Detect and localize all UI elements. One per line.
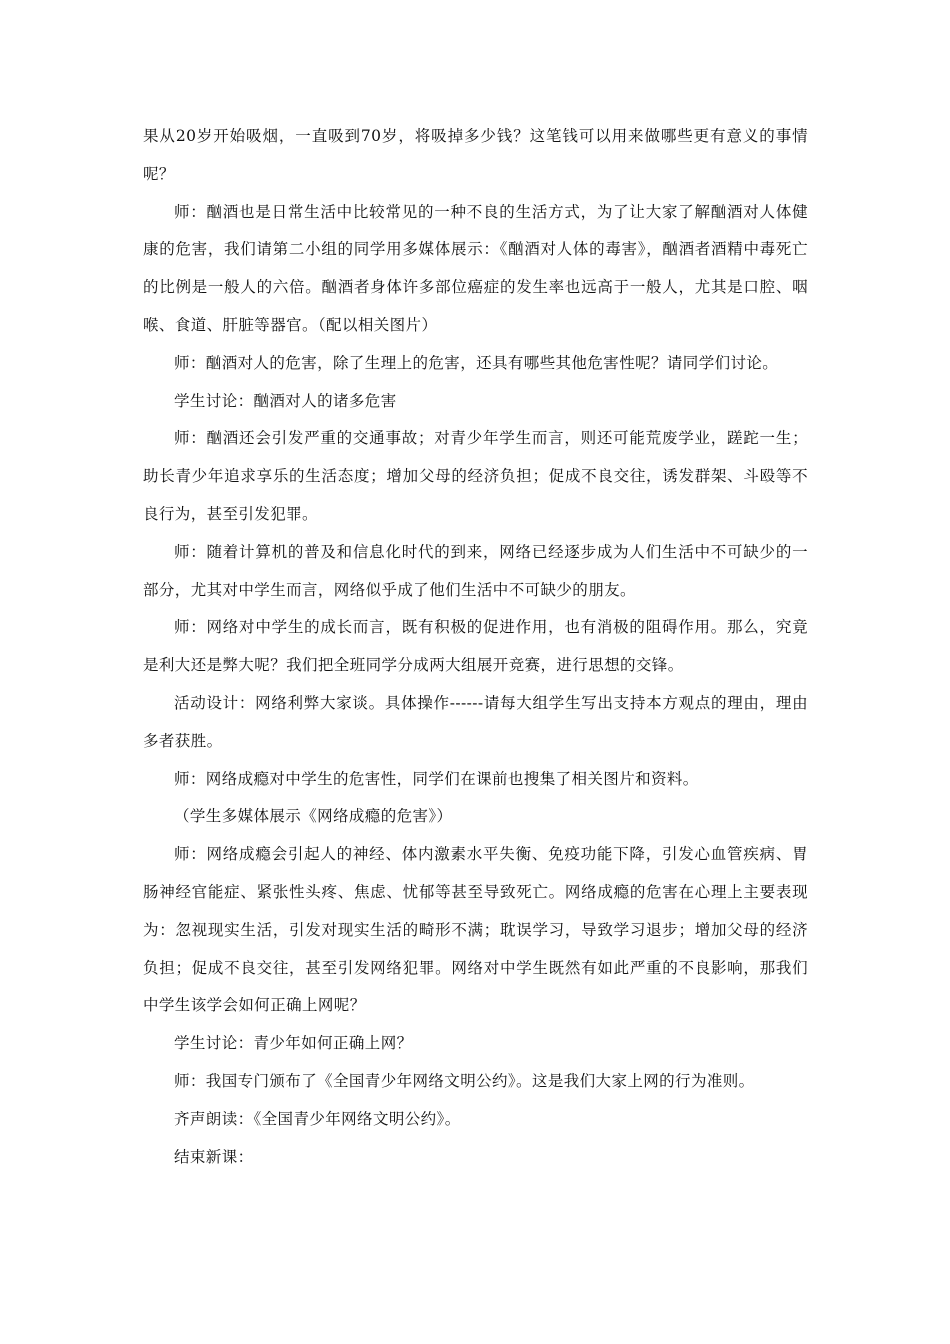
paragraph-2: 师：酗酒也是日常生活中比较常见的一种不良的生活方式，为了让大家了解酗酒对人体健康的危害，我们请第二小组的同学用多媒体展示：《酗酒对人体的毒害》，酗酒者酒精中毒死亡的比例是一般人的六倍。酗酒者身体许多部位癌症的发生率也远高于一般人，尤其是口腔、咽喉、食道、肝脏等器官。（配以相关图片） (143, 202, 808, 334)
paragraph-7: 师：网络对中学生的成长而言，既有积极的促进作用，也有消极的阻碍作用。那么，究竟是利大还是弊大呢？我们把全班同学分成两大组展开竞赛，进行思想的交锋。 (143, 618, 808, 675)
paragraph-6: 师：随着计算机的普及和信息化时代的到来，网络已经逐步成为人们生活中不可缺少的一部分，尤其对中学生而言，网络似乎成了他们生活中不可缺少的朋友。 (143, 542, 808, 599)
paragraph-8: 活动设计：网络利弊大家谈。具体操作------请每大组学生写出支持本方观点的理由，理由多者获胜。 (143, 693, 808, 750)
paragraph-1: 果从20岁开始吸烟，一直吸到70岁，将吸掉多少钱？这笔钱可以用来做哪些更有意义的事情呢？ (143, 127, 808, 183)
paragraph-9: 师：网络成瘾对中学生的危害性，同学们在课前也搜集了相关图片和资料。 (174, 769, 699, 788)
paragraph-15: 结束新课： (174, 1147, 254, 1166)
paragraph-3: 师：酗酒对人的危害，除了生理上的危害，还具有哪些其他危害性呢？请同学们讨论。 (174, 353, 779, 372)
paragraph-12: 学生讨论：青少年如何正确上网？ (174, 1034, 413, 1053)
paragraph-13: 师：我国专门颁布了《全国青少年网络文明公约》。这是我们大家上网的行为准则。 (174, 1071, 755, 1090)
document-body (143, 118, 808, 1176)
paragraph-11: 师：网络成瘾会引起人的神经、体内激素水平失衡、免疫功能下降，引发心血管疾病、胃肠神经官能症、紧张性头疼、焦虑、忧郁等甚至导致死亡。网络成瘾的危害在心理上主要表现为：忽视现实生活，引发对现实生活的畸形不满；耽误学习，导致学习退步；增加父母的经济负担；促成不良交往，甚至引发网络犯罪。网络对中学生既然有如此严重的不良影响，那我们中学生该学会如何正确上网呢？ (143, 845, 808, 1015)
paragraph-4: 学生讨论：酗酒对人的诸多危害 (174, 391, 397, 410)
paragraph-5: 师：酗酒还会引发严重的交通事故；对青少年学生而言，则还可能荒废学业，蹉跎一生；助长青少年追求享乐的生活态度；增加父母的经济负担；促成不良交往，诱发群架、斗殴等不良行为，甚至引发犯罪。 (143, 429, 808, 523)
paragraph-14: 齐声朗读：《全国青少年网络文明公约》。 (174, 1109, 461, 1128)
paragraph-10: （学生多媒体展示《网络成瘾的危害》） (174, 807, 453, 826)
